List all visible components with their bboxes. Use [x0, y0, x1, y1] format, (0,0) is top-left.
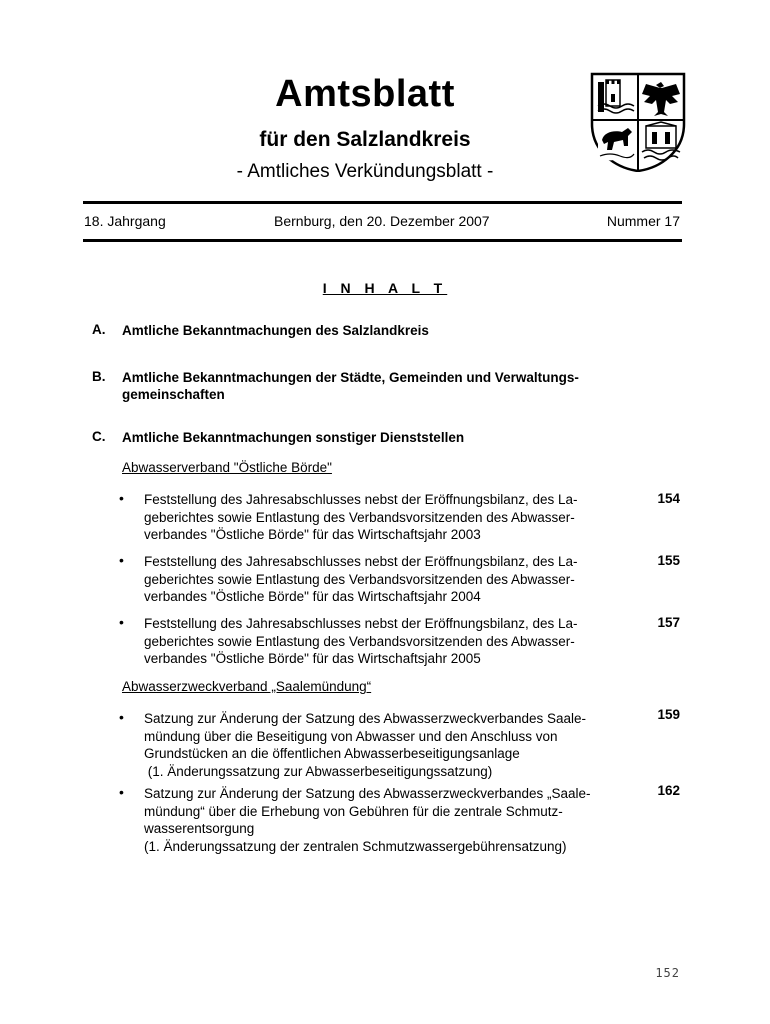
page-reference: 154 — [657, 491, 680, 506]
volume-label: 18. Jahrgang — [84, 213, 166, 229]
list-bullet: • — [119, 709, 124, 725]
section-letter: A. — [92, 322, 106, 337]
page-reference: 155 — [657, 553, 680, 568]
page-reference: 162 — [657, 783, 680, 798]
section-letter: C. — [92, 429, 106, 444]
list-item: Feststellung des Jahresabschlusses nebst der Eröffnungsbilanz, des La- geberichtes sowie Entlastung des Verbandsvorsitzenden des Abwasser- verbandes "Östliche Börde" für das Wirtschaftsjahr 2005 — [144, 616, 578, 666]
list-bullet: • — [119, 784, 124, 800]
list-bullet: • — [119, 614, 124, 630]
footer-page-number: 152 — [655, 966, 680, 980]
org-heading: Abwasserzweckverband „Saalemündung“ — [122, 679, 372, 694]
list-item: Feststellung des Jahresabschlusses nebst der Eröffnungsbilanz, des La- geberichtes sowie Entlastung des Verbandsvorsitzenden des Abwasser- verbandes "Östliche Börde" für das Wirtschaftsjahr 2004 — [144, 554, 578, 604]
section-title: Amtliche Bekanntmachungen der Städte, Gemeinden und Verwaltungs- gemeinschaften — [122, 370, 579, 402]
list-bullet: • — [119, 490, 124, 506]
issue-number: Nummer 17 — [606, 213, 680, 229]
org-heading: Abwasserverband "Östliche Börde" — [122, 460, 332, 475]
list-item: Satzung zur Änderung der Satzung des Abwasserzweckverbandes Saale- mündung über die Beseitigung von Abwasser und den Anschluss von Grundstücken an die öffentlichen Abwasserbeseitigungsanlage (1. Änderungssatzung zur Abwasserbeseitigungssatzung) — [144, 711, 587, 779]
page-title: Amtsblatt — [275, 73, 455, 115]
page-tagline: - Amtliches Verkündungsblatt - — [236, 161, 494, 182]
section-title: Amtliche Bekanntmachungen sonstiger Dienststellen — [122, 430, 465, 445]
contents-heading: I N H A L T — [322, 280, 448, 296]
page-reference: 157 — [657, 615, 680, 630]
list-bullet: • — [119, 552, 124, 568]
coat-of-arms-icon — [590, 72, 686, 172]
header-rule-top — [83, 201, 682, 204]
page-subtitle: für den Salzlandkreis — [259, 128, 471, 151]
list-item: Feststellung des Jahresabschlusses nebst der Eröffnungsbilanz, des La- geberichtes sowie Entlastung des Verbandsvorsitzenden des Abwasser- verbandes "Östliche Börde" für das Wirtschaftsjahr 2003 — [144, 492, 578, 542]
page-reference: 159 — [657, 707, 680, 722]
list-item: Satzung zur Änderung der Satzung des Abwasserzweckverbandes „Saale- mündung“ über die Erhebung von Gebühren für die zentrale Schmutz- wasserentsorgung (1. Änderungssatzung der zentralen Schmutzwassergebührensatzung) — [144, 786, 591, 854]
header-rule-bottom — [83, 239, 682, 242]
section-letter: B. — [92, 369, 106, 384]
place-date: Bernburg, den 20. Dezember 2007 — [274, 213, 490, 229]
section-title: Amtliche Bekanntmachungen des Salzlandkreis — [122, 323, 429, 338]
